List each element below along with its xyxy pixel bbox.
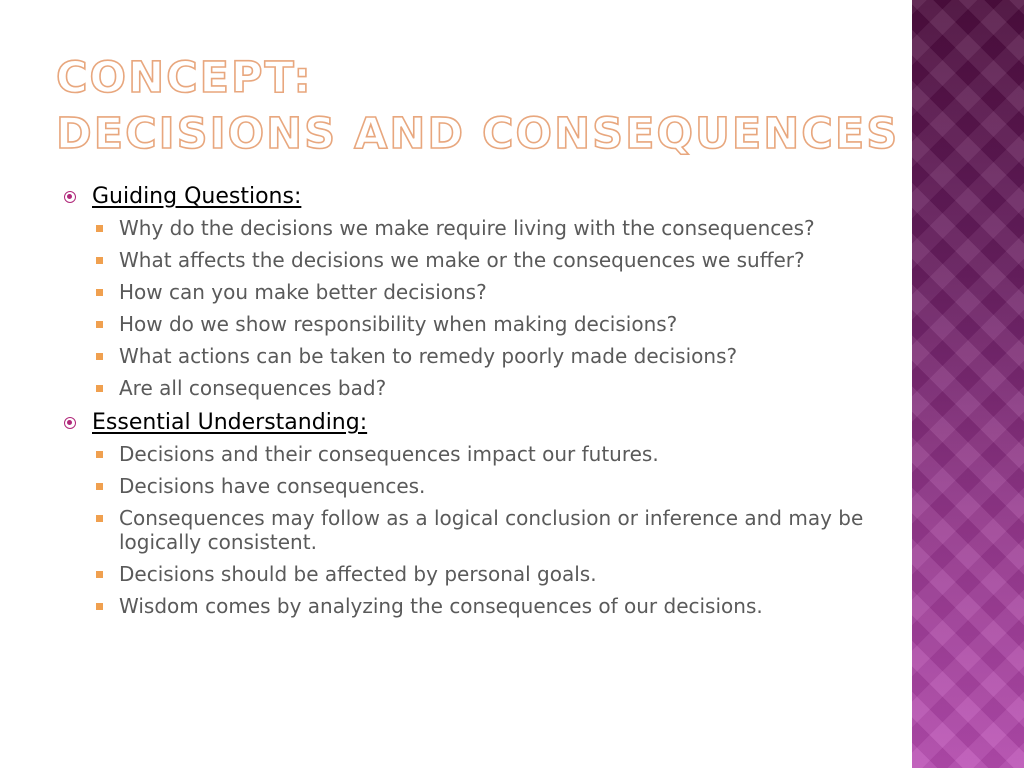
square-bullet-icon bbox=[96, 515, 103, 522]
square-bullet-icon bbox=[96, 257, 103, 264]
slide-content bbox=[62, 180, 882, 626]
list-item-text: What actions can be taken to remedy poorly made decisions? bbox=[119, 344, 738, 368]
square-bullet-icon bbox=[96, 483, 103, 490]
square-bullet-icon bbox=[96, 571, 103, 578]
section-heading-text: Essential Understanding: bbox=[92, 410, 368, 435]
list-item bbox=[96, 474, 882, 498]
list-item bbox=[96, 312, 882, 336]
section-heading-essential-understanding bbox=[62, 408, 882, 438]
list-item-text: Decisions have consequences. bbox=[119, 474, 426, 498]
list-item bbox=[96, 248, 882, 272]
square-bullet-icon bbox=[96, 603, 103, 610]
list-item-text: Decisions and their consequences impact our futures. bbox=[119, 442, 659, 466]
list-item bbox=[96, 562, 882, 586]
list-item-text: Wisdom comes by analyzing the consequences of our decisions. bbox=[119, 594, 763, 618]
section-heading-text: Guiding Questions: bbox=[92, 184, 302, 209]
list-item-text: Why do the decisions we make require living with the consequences? bbox=[119, 216, 815, 240]
circle-bullet-icon bbox=[64, 417, 76, 429]
list-item-text: Are all consequences bad? bbox=[119, 376, 387, 400]
section-heading-guiding-questions bbox=[62, 182, 882, 212]
square-bullet-icon bbox=[96, 451, 103, 458]
list-item-text: What affects the decisions we make or the consequences we suffer? bbox=[119, 248, 805, 272]
square-bullet-icon bbox=[96, 353, 103, 360]
square-bullet-icon bbox=[96, 321, 103, 328]
list-item-text: How can you make better decisions? bbox=[119, 280, 487, 304]
list-item bbox=[96, 376, 882, 400]
circle-bullet-icon bbox=[64, 191, 76, 203]
list-item-text: Consequences may follow as a logical conclusion or inference and may be logically consistent. bbox=[119, 506, 864, 554]
list-item-text: How do we show responsibility when making decisions? bbox=[119, 312, 678, 336]
slide-title bbox=[56, 50, 900, 162]
list-item bbox=[96, 216, 882, 240]
list-item bbox=[96, 594, 882, 618]
list-item bbox=[96, 280, 882, 304]
list-item bbox=[96, 344, 882, 368]
list-item bbox=[96, 506, 882, 554]
square-bullet-icon bbox=[96, 385, 103, 392]
square-bullet-icon bbox=[96, 225, 103, 232]
square-bullet-icon bbox=[96, 289, 103, 296]
decorative-side-band bbox=[912, 0, 1024, 768]
title-line-2: DECISIONS AND CONSEQUENCES bbox=[56, 109, 900, 159]
list-item bbox=[96, 442, 882, 466]
list-item-text: Decisions should be affected by personal goals. bbox=[119, 562, 597, 586]
title-line-1: CONCEPT: bbox=[56, 53, 313, 103]
